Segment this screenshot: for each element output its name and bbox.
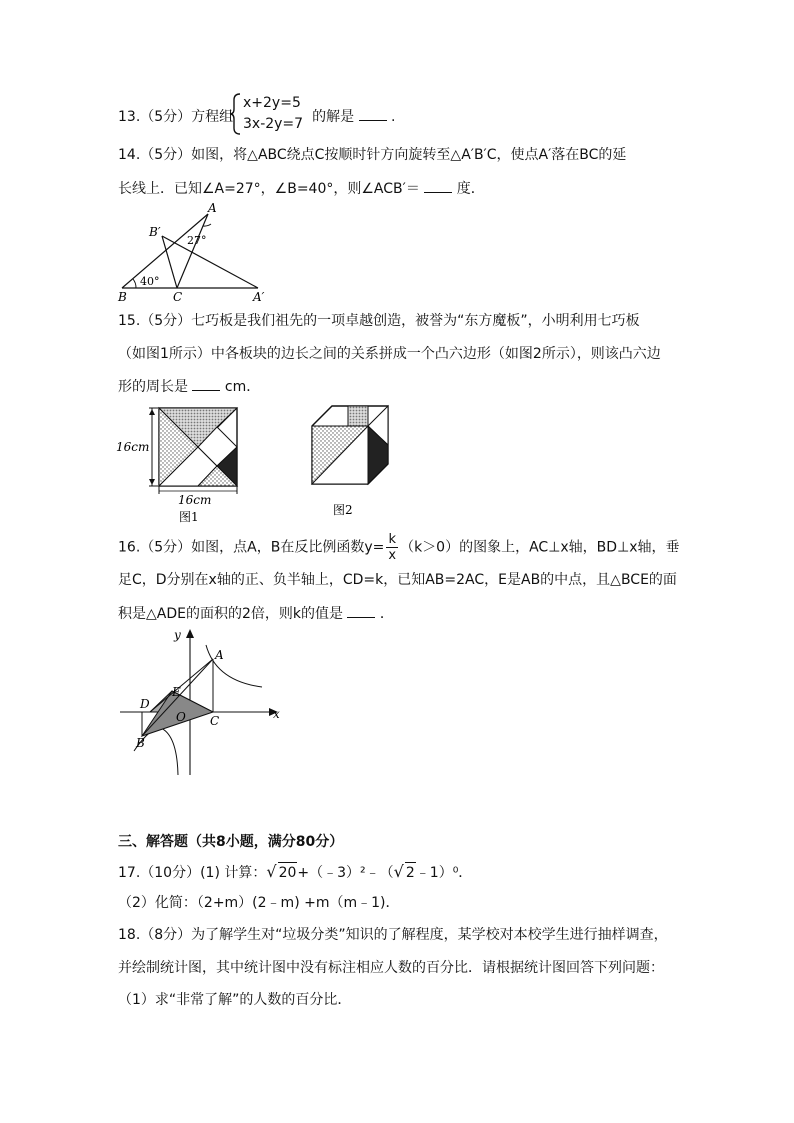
q16-label-E: E <box>172 685 181 699</box>
q15-answer-blank[interactable] <box>192 376 220 391</box>
q13-equation-system <box>229 92 309 136</box>
q14-line2-text: 长线上．已知∠A=27°，∠B=40°，则∠ACB′＝ <box>118 181 420 197</box>
q17-line2: （2）化简：（2+m）(2﹣m) +m（m﹣1)． <box>118 895 400 911</box>
q16-label-x: x <box>273 707 280 721</box>
q16-line3-text: 积是△ADE的面积的2倍，则k的值是 <box>118 606 343 622</box>
q17-sqrt2: 2 <box>405 862 416 883</box>
q14-line1: 14.（5分）如图，将△ABC绕点C按顺时针方向旋转至△A′B′C，使点A′落在BC的延 <box>118 147 627 163</box>
q13-eq2: 3x-2y=7 <box>243 116 304 132</box>
q16-frac-num: k <box>386 532 398 548</box>
q16-label-A: A <box>215 648 224 662</box>
q17-line1-end: ﹣1）⁰． <box>415 865 473 881</box>
section-3-heading: 三、解答题（共8小题，满分80分） <box>118 834 344 850</box>
q14-label-B: B <box>118 290 127 304</box>
q16-label-O: O <box>176 710 186 724</box>
sqrt-icon: √ <box>266 862 277 881</box>
q15-fig1-side-label: 16cm <box>116 440 150 454</box>
q16-line1 <box>118 532 680 563</box>
q16-label-D: D <box>140 697 150 711</box>
q16-line1-rest: （k＞0）的图象上，AC⊥x轴，BD⊥x轴，垂 <box>400 539 680 556</box>
q16-line3 <box>118 603 394 624</box>
q14-label-Bp: B′ <box>149 225 161 239</box>
q14-label-40: 40° <box>140 275 160 288</box>
q15-fig2-caption: 图2 <box>333 503 353 517</box>
q15-figures <box>112 400 392 525</box>
q16-label-C: C <box>210 714 220 728</box>
q14-label-Ap: A′ <box>253 290 265 304</box>
q13-answer-blank[interactable] <box>359 106 387 121</box>
q13-suffix: 的解是 <box>312 109 355 125</box>
q18-line2: 并绘制统计图，其中统计图中没有标注相应人数的百分比．请根据统计图回答下列问题： <box>118 960 664 976</box>
q17-line1 <box>118 862 472 883</box>
q13-eq1: x+2y=5 <box>243 95 301 111</box>
q14-figure <box>112 200 277 306</box>
q15-figure2 <box>312 406 388 517</box>
q13-end: . <box>390 109 396 125</box>
q18-line3: （1）求“非常了解”的人数的百分比． <box>118 992 352 1008</box>
q16-label-B: B <box>136 736 145 750</box>
q16-line3-end: ． <box>379 606 394 622</box>
q16-line1-text: 16.（5分）如图，点A，B在反比例函数y= <box>118 539 385 556</box>
q17-line1-text: 17.（10分）(1) 计算： <box>118 865 267 881</box>
q16-figure <box>112 625 292 785</box>
sqrt-icon-2: √ <box>393 862 404 881</box>
q15-figure1 <box>116 408 237 524</box>
q16-answer-blank[interactable] <box>347 603 375 618</box>
q15-line2: （如图1所示）中各板块的边长之间的关系拼成一个凸六边形（如图2所示），则该凸六边 <box>118 346 661 362</box>
q14-label-A: A <box>208 201 217 215</box>
q15-fig1-bottom-label: 16cm <box>178 493 212 507</box>
q18-line1: 18.（8分）为了解学生对“垃圾分类”知识的了解程度，某学校对本校学生进行抽样调查， <box>118 927 668 943</box>
q16-label-y: y <box>174 628 181 642</box>
brace-icon <box>229 92 243 136</box>
q15-line3-unit: cm． <box>224 379 261 395</box>
q17-line1-mid: +（﹣3）²﹣（ <box>297 865 394 881</box>
q16-frac-den: x <box>388 548 397 563</box>
q14-line2 <box>118 178 485 199</box>
q13-prefix: 13.（5分）方程组 <box>118 109 234 125</box>
q15-line1: 15.（5分）七巧板是我们祖先的一项卓越创造，被誉为“东方魔板”，小明利用七巧板 <box>118 313 640 329</box>
q14-line2-end: 度． <box>456 181 485 197</box>
q15-line3-text: 形的周长是 <box>118 379 188 395</box>
q16-line2: 足C，D分别在x轴的正、负半轴上，CD=k，已知AB=2AC，E是AB的中点，且△BCE的面 <box>118 572 677 588</box>
q15-fig1-caption: 图1 <box>179 510 199 524</box>
q15-line3 <box>118 376 260 397</box>
q16-fraction <box>386 532 398 563</box>
q14-label-C: C <box>173 290 183 304</box>
q14-label-27: 27° <box>187 234 207 247</box>
q14-answer-blank[interactable] <box>424 178 452 193</box>
q17-sqrt1: 20 <box>278 862 298 883</box>
